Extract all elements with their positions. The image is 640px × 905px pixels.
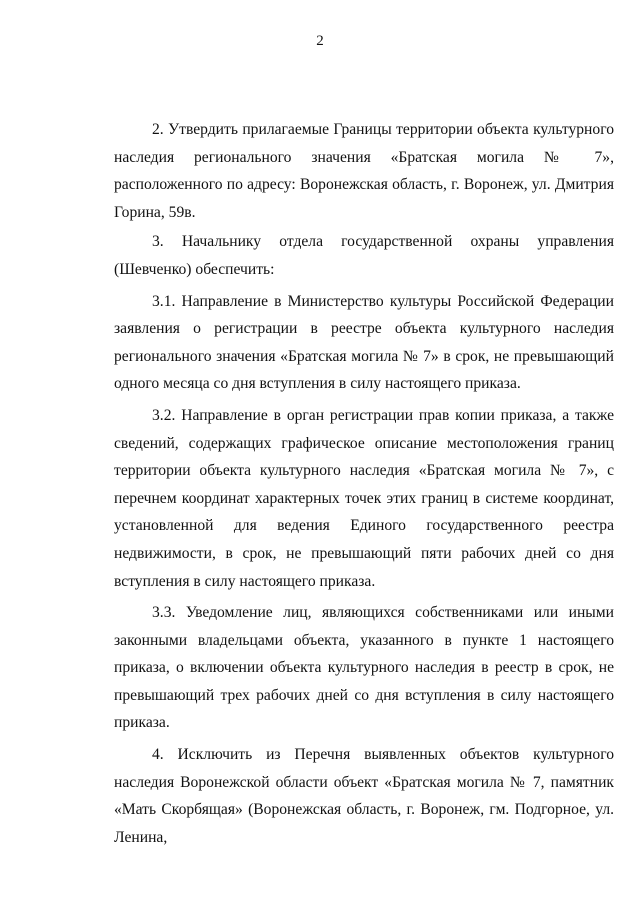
paragraph-item-3-1: 3.1. Направление в Министерство культуры Российской Федерации заявления о регистрации в реестре объекта культурного наследия регионального значения «Братская могила № 7» в срок, не превышающий одного месяца со дня вступления в силу настоящего приказа. [114,292,614,393]
document-body [114,116,614,855]
paragraph-item-3: 3. Начальнику отдела государственной охраны управления (Шевченко) обеспечить: [114,233,614,278]
page-number: 2 [316,33,324,49]
paragraph-item-3-3: 3.3. Уведомление лиц, являющихся собственниками или иными законными владельцами объекта, указанного в пункте 1 настоящего приказа, о включении объекта культурного наследия в реестр в срок, не превышающий трех рабочих дней со дня вступления в силу настоящего приказа. [114,604,614,732]
paragraph-item-3-2: 3.2. Направление в орган регистрации прав копии приказа, а также сведений, содержащих графическое описание местоположения границ территории объекта культурного наследия «Братская могила № 7», с перечнем координат характерных точек этих границ в системе координат, установленной для ведения Единого государственного реестра недвижимости, в срок, не превышающий пяти рабочих дней со дня вступления в силу настоящего приказа. [114,406,614,590]
paragraph-item-4: 4. Исключить из Перечня выявленных объектов культурного наследия Воронежской области объект «Братская могила № 7, памятник «Мать Скорбящая» (Воронежская область, г. Воронеж, гм. Подгорное, ул. Ленина, [114,746,614,846]
paragraph-item-2: 2. Утвердить прилагаемые Границы территории объекта культурного наследия регионального значения «Братская могила № 7», расположенного по адресу: Воронежская область, г. Воронеж, ул. Дмитрия Горина, 59в. [114,121,614,221]
